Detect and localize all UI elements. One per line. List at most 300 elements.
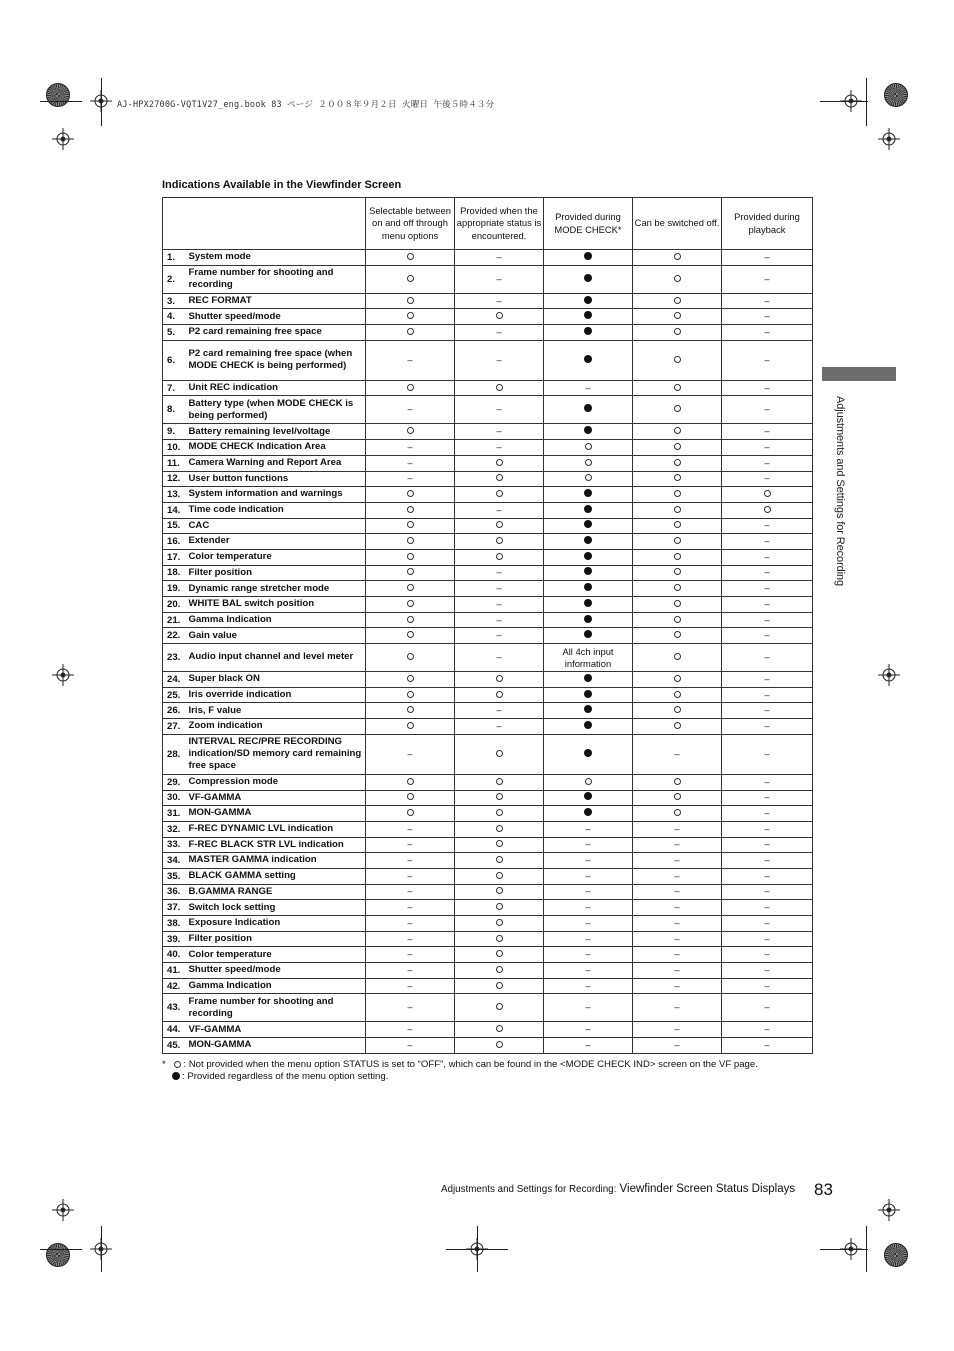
indicator-cell bbox=[544, 502, 633, 518]
row-number: 27. bbox=[163, 719, 189, 735]
table-row bbox=[163, 947, 813, 963]
indicator-cell bbox=[455, 380, 544, 396]
dash-mark: – bbox=[407, 902, 413, 913]
indicator-cell bbox=[722, 963, 813, 979]
indicator-cell bbox=[633, 487, 722, 503]
row-label: Compression mode bbox=[189, 774, 366, 790]
dash-mark: – bbox=[407, 457, 413, 468]
indicator-cell bbox=[366, 790, 455, 806]
indicator-cell bbox=[722, 424, 813, 440]
dash-mark: – bbox=[585, 823, 591, 834]
indicator-cell bbox=[633, 628, 722, 644]
row-label: User button functions bbox=[189, 471, 366, 487]
open-circle-icon bbox=[674, 405, 681, 412]
indicator-cell bbox=[633, 672, 722, 688]
footer-chapter: Adjustments and Settings for Recording: bbox=[441, 1184, 617, 1195]
indicator-cell bbox=[455, 868, 544, 884]
dash-mark: – bbox=[764, 748, 770, 759]
indicator-cell bbox=[722, 380, 813, 396]
filled-circle-icon bbox=[584, 274, 592, 282]
row-number: 15. bbox=[163, 518, 189, 534]
indicator-cell bbox=[544, 703, 633, 719]
open-circle-icon bbox=[407, 584, 414, 591]
crosshair-icon bbox=[52, 664, 74, 686]
open-circle-icon bbox=[674, 653, 681, 660]
table-row bbox=[163, 900, 813, 916]
indicator-note: All 4ch input information bbox=[562, 645, 614, 669]
indicator-cell bbox=[633, 597, 722, 613]
row-number: 8. bbox=[163, 396, 189, 424]
table-row bbox=[163, 790, 813, 806]
indicator-cell bbox=[366, 1038, 455, 1054]
filled-circle-icon bbox=[584, 489, 592, 497]
dash-mark: – bbox=[764, 1024, 770, 1035]
open-circle-icon bbox=[585, 459, 592, 466]
indicator-cell bbox=[633, 1038, 722, 1054]
indicator-cell bbox=[455, 581, 544, 597]
row-label: Color temperature bbox=[189, 947, 366, 963]
indicator-cell bbox=[366, 502, 455, 518]
indicator-cell bbox=[544, 440, 633, 456]
row-number: 7. bbox=[163, 380, 189, 396]
open-circle-icon bbox=[496, 966, 503, 973]
open-circle-icon bbox=[764, 490, 771, 497]
row-label: Battery remaining level/voltage bbox=[189, 424, 366, 440]
open-circle-icon bbox=[407, 600, 414, 607]
indicator-cell bbox=[544, 471, 633, 487]
footnote-open-text: : Not provided when the menu option STATUS is set to “OFF”, which can be found in the <MODE CHECK IND> screen on the VF page. bbox=[183, 1059, 758, 1070]
dash-mark: – bbox=[496, 583, 502, 594]
row-label: Gamma Indication bbox=[189, 978, 366, 994]
indicator-cell bbox=[633, 774, 722, 790]
row-number: 42. bbox=[163, 978, 189, 994]
table-row bbox=[163, 719, 813, 735]
table-row bbox=[163, 487, 813, 503]
dash-mark: – bbox=[496, 630, 502, 641]
row-number: 17. bbox=[163, 549, 189, 565]
indicator-cell bbox=[366, 672, 455, 688]
open-circle-icon bbox=[407, 706, 414, 713]
open-circle-icon bbox=[674, 616, 681, 623]
row-number: 34. bbox=[163, 853, 189, 869]
indicator-cell bbox=[455, 396, 544, 424]
indicator-cell bbox=[722, 487, 813, 503]
indicator-cell bbox=[722, 672, 813, 688]
dash-mark: – bbox=[764, 980, 770, 991]
indicator-cell bbox=[455, 672, 544, 688]
indicator-cell bbox=[366, 565, 455, 581]
indicator-cell bbox=[366, 916, 455, 932]
indicator-cell bbox=[722, 518, 813, 534]
row-number: 20. bbox=[163, 597, 189, 613]
open-circle-icon bbox=[407, 490, 414, 497]
indicator-cell bbox=[722, 1038, 813, 1054]
row-number: 26. bbox=[163, 703, 189, 719]
indicator-cell bbox=[544, 396, 633, 424]
indicator-cell bbox=[544, 1038, 633, 1054]
dash-mark: – bbox=[674, 855, 680, 866]
row-label: Switch lock setting bbox=[189, 900, 366, 916]
open-circle-icon bbox=[407, 275, 414, 282]
indicator-cell bbox=[455, 687, 544, 703]
indicator-cell bbox=[633, 581, 722, 597]
row-label: INTERVAL REC/PRE RECORDING indication/SD memory card remaining free space bbox=[189, 734, 366, 774]
crop-line bbox=[820, 101, 868, 102]
indicator-cell bbox=[455, 790, 544, 806]
dash-mark: – bbox=[764, 870, 770, 881]
filled-circle-icon bbox=[584, 355, 592, 363]
open-circle-icon bbox=[674, 631, 681, 638]
dash-mark: – bbox=[764, 902, 770, 913]
open-circle-icon bbox=[674, 474, 681, 481]
dash-mark: – bbox=[764, 630, 770, 641]
indicator-cell bbox=[544, 837, 633, 853]
table-row bbox=[163, 1022, 813, 1038]
filled-circle-icon bbox=[172, 1072, 180, 1080]
dash-mark: – bbox=[764, 839, 770, 850]
dash-mark: – bbox=[407, 870, 413, 881]
filled-circle-icon bbox=[584, 705, 592, 713]
indicator-cell bbox=[633, 455, 722, 471]
table-body bbox=[163, 250, 813, 1054]
print-header: AJ-HPX2700G-VQT1V27_eng.book 83 ページ ２００８年９月２日 火曜日 午後５時４３分 bbox=[117, 100, 495, 110]
indicator-cell bbox=[633, 790, 722, 806]
dash-mark: – bbox=[407, 404, 413, 415]
open-circle-icon bbox=[674, 384, 681, 391]
filled-circle-icon bbox=[584, 567, 592, 575]
indicator-cell bbox=[544, 884, 633, 900]
open-circle-icon bbox=[407, 616, 414, 623]
table-row bbox=[163, 994, 813, 1022]
dash-mark: – bbox=[585, 933, 591, 944]
indicator-cell bbox=[455, 628, 544, 644]
indicator-cell bbox=[633, 518, 722, 534]
crop-line bbox=[101, 78, 102, 126]
crop-line bbox=[40, 1249, 82, 1250]
indicator-cell bbox=[544, 994, 633, 1022]
open-circle-icon bbox=[174, 1061, 181, 1068]
row-label: P2 card remaining free space (when MODE CHECK is being performed) bbox=[189, 340, 366, 380]
dash-mark: – bbox=[674, 839, 680, 850]
indicator-cell bbox=[722, 325, 813, 341]
table-row bbox=[163, 424, 813, 440]
open-circle-icon bbox=[674, 328, 681, 335]
dash-mark: – bbox=[764, 382, 770, 393]
registration-dial-icon bbox=[46, 1243, 70, 1267]
open-circle-icon bbox=[496, 384, 503, 391]
dash-mark: – bbox=[407, 1002, 413, 1013]
indicator-cell bbox=[633, 293, 722, 309]
indicator-cell bbox=[722, 806, 813, 822]
indicator-cell bbox=[722, 790, 813, 806]
table-row bbox=[163, 868, 813, 884]
indicator-cell bbox=[633, 309, 722, 325]
indicator-cell bbox=[633, 703, 722, 719]
indicator-cell bbox=[633, 565, 722, 581]
table-row bbox=[163, 471, 813, 487]
indicator-cell bbox=[366, 424, 455, 440]
table-row bbox=[163, 774, 813, 790]
row-number: 6. bbox=[163, 340, 189, 380]
open-circle-icon bbox=[407, 297, 414, 304]
indicator-cell bbox=[633, 868, 722, 884]
table-row bbox=[163, 672, 813, 688]
indicator-cell bbox=[366, 265, 455, 293]
open-circle-icon bbox=[674, 443, 681, 450]
dash-mark: – bbox=[496, 614, 502, 625]
row-number: 40. bbox=[163, 947, 189, 963]
indicator-cell bbox=[366, 774, 455, 790]
table-row bbox=[163, 687, 813, 703]
open-circle-icon bbox=[407, 506, 414, 513]
row-number: 4. bbox=[163, 309, 189, 325]
indicator-cell bbox=[455, 837, 544, 853]
crosshair-icon bbox=[878, 1199, 900, 1221]
indicator-cell bbox=[366, 396, 455, 424]
table-row bbox=[163, 806, 813, 822]
dash-mark: – bbox=[674, 1039, 680, 1050]
registration-dial-icon bbox=[884, 1243, 908, 1267]
chapter-tab bbox=[822, 367, 896, 381]
dash-mark: – bbox=[496, 720, 502, 731]
row-label: REC FORMAT bbox=[189, 293, 366, 309]
indicator-cell bbox=[633, 931, 722, 947]
row-label: BLACK GAMMA setting bbox=[189, 868, 366, 884]
row-number: 31. bbox=[163, 806, 189, 822]
table-row bbox=[163, 916, 813, 932]
open-circle-icon bbox=[407, 312, 414, 319]
dash-mark: – bbox=[764, 567, 770, 578]
dash-mark: – bbox=[764, 792, 770, 803]
open-circle-icon bbox=[496, 1041, 503, 1048]
indicator-cell bbox=[722, 293, 813, 309]
row-label: Filter position bbox=[189, 565, 366, 581]
footer-topic: Viewfinder Screen Status Displays bbox=[616, 1183, 796, 1195]
indicator-cell bbox=[544, 719, 633, 735]
row-number: 41. bbox=[163, 963, 189, 979]
filled-circle-icon bbox=[584, 721, 592, 729]
dash-mark: – bbox=[764, 673, 770, 684]
row-label: MASTER GAMMA indication bbox=[189, 853, 366, 869]
indicator-cell bbox=[722, 900, 813, 916]
filled-circle-icon bbox=[584, 404, 592, 412]
column-header: Selectable between on and off through menu options bbox=[366, 198, 455, 250]
dash-mark: – bbox=[764, 776, 770, 787]
open-circle-icon bbox=[674, 297, 681, 304]
indicator-cell bbox=[544, 931, 633, 947]
dash-mark: – bbox=[407, 839, 413, 850]
open-circle-icon bbox=[496, 903, 503, 910]
table-row bbox=[163, 837, 813, 853]
open-circle-icon bbox=[674, 537, 681, 544]
dash-mark: – bbox=[585, 1002, 591, 1013]
indicator-cell bbox=[366, 325, 455, 341]
indicator-cell bbox=[455, 549, 544, 565]
indications-table bbox=[162, 197, 813, 1054]
indicator-cell bbox=[455, 424, 544, 440]
indicator-cell bbox=[722, 644, 813, 672]
row-label: Gamma Indication bbox=[189, 612, 366, 628]
indicator-cell bbox=[633, 806, 722, 822]
indicator-cell bbox=[455, 502, 544, 518]
indicator-cell bbox=[366, 806, 455, 822]
footnote-filled-text: : Provided regardless of the menu option setting. bbox=[182, 1071, 389, 1082]
dash-mark: – bbox=[764, 720, 770, 731]
open-circle-icon bbox=[496, 1025, 503, 1032]
row-number: 30. bbox=[163, 790, 189, 806]
indicator-cell bbox=[544, 734, 633, 774]
indicator-cell bbox=[366, 440, 455, 456]
row-label: System information and warnings bbox=[189, 487, 366, 503]
row-label: Exposure Indication bbox=[189, 916, 366, 932]
indicator-cell bbox=[366, 597, 455, 613]
dash-mark: – bbox=[407, 933, 413, 944]
indicator-cell bbox=[633, 978, 722, 994]
indicator-cell bbox=[366, 581, 455, 597]
indicator-cell bbox=[544, 790, 633, 806]
indicator-cell bbox=[544, 900, 633, 916]
indicator-cell bbox=[544, 518, 633, 534]
dash-mark: – bbox=[674, 980, 680, 991]
open-circle-icon bbox=[496, 793, 503, 800]
open-circle-icon bbox=[496, 553, 503, 560]
indicator-cell bbox=[366, 931, 455, 947]
indicator-cell bbox=[633, 250, 722, 266]
indicator-cell bbox=[366, 628, 455, 644]
crop-line bbox=[101, 1226, 102, 1272]
dash-mark: – bbox=[764, 933, 770, 944]
dash-mark: – bbox=[764, 614, 770, 625]
dash-mark: – bbox=[407, 1024, 413, 1035]
indicator-cell bbox=[544, 565, 633, 581]
indicator-cell bbox=[544, 947, 633, 963]
row-number: 44. bbox=[163, 1022, 189, 1038]
open-circle-icon bbox=[496, 982, 503, 989]
crosshair-icon bbox=[878, 128, 900, 150]
indicator-cell bbox=[455, 597, 544, 613]
indicator-cell bbox=[366, 734, 455, 774]
indicator-cell bbox=[455, 821, 544, 837]
open-circle-icon bbox=[407, 778, 414, 785]
row-label: System mode bbox=[189, 250, 366, 266]
dash-mark: – bbox=[496, 251, 502, 262]
dash-mark: – bbox=[407, 823, 413, 834]
dash-mark: – bbox=[496, 504, 502, 515]
indicator-cell bbox=[722, 719, 813, 735]
row-label: Shutter speed/mode bbox=[189, 963, 366, 979]
row-label: VF-GAMMA bbox=[189, 1022, 366, 1038]
row-number: 18. bbox=[163, 565, 189, 581]
dash-mark: – bbox=[585, 870, 591, 881]
row-number: 43. bbox=[163, 994, 189, 1022]
indicator-cell bbox=[366, 1022, 455, 1038]
indicator-cell bbox=[544, 325, 633, 341]
open-circle-icon bbox=[496, 919, 503, 926]
indicator-cell bbox=[455, 884, 544, 900]
indicator-cell bbox=[722, 597, 813, 613]
indicator-cell bbox=[366, 884, 455, 900]
indicator-cell bbox=[722, 440, 813, 456]
dash-mark: – bbox=[407, 1039, 413, 1050]
indicator-cell bbox=[722, 502, 813, 518]
indicator-cell bbox=[366, 644, 455, 672]
row-number: 35. bbox=[163, 868, 189, 884]
row-number: 1. bbox=[163, 250, 189, 266]
open-circle-icon bbox=[674, 506, 681, 513]
open-circle-icon bbox=[496, 778, 503, 785]
indicator-cell bbox=[455, 309, 544, 325]
filled-circle-icon bbox=[584, 674, 592, 682]
indicator-cell bbox=[366, 380, 455, 396]
row-label: Time code indication bbox=[189, 502, 366, 518]
indicator-cell bbox=[722, 837, 813, 853]
open-circle-icon bbox=[674, 675, 681, 682]
indicator-cell bbox=[544, 340, 633, 380]
dash-mark: – bbox=[407, 980, 413, 991]
crop-line bbox=[40, 101, 82, 102]
row-number: 5. bbox=[163, 325, 189, 341]
indicator-cell bbox=[544, 628, 633, 644]
table-row bbox=[163, 734, 813, 774]
footnote-filled bbox=[172, 1071, 388, 1083]
open-circle-icon bbox=[496, 537, 503, 544]
dash-mark: – bbox=[496, 441, 502, 452]
indicator-cell bbox=[455, 994, 544, 1022]
open-circle-icon bbox=[674, 809, 681, 816]
open-circle-icon bbox=[496, 312, 503, 319]
indicator-cell bbox=[366, 994, 455, 1022]
open-circle-icon bbox=[764, 506, 771, 513]
open-circle-icon bbox=[407, 691, 414, 698]
indicator-cell bbox=[633, 534, 722, 550]
table-row bbox=[163, 396, 813, 424]
indicator-cell bbox=[455, 250, 544, 266]
indicator-cell bbox=[455, 471, 544, 487]
crop-line bbox=[820, 1249, 868, 1250]
indicator-cell bbox=[722, 774, 813, 790]
open-circle-icon bbox=[674, 459, 681, 466]
indicator-cell bbox=[544, 687, 633, 703]
open-circle-icon bbox=[674, 706, 681, 713]
row-number: 2. bbox=[163, 265, 189, 293]
indicator-cell bbox=[455, 916, 544, 932]
indicator-cell bbox=[633, 502, 722, 518]
table-row bbox=[163, 518, 813, 534]
indicator-cell bbox=[633, 325, 722, 341]
open-circle-icon bbox=[496, 675, 503, 682]
open-circle-icon bbox=[407, 537, 414, 544]
dash-mark: – bbox=[496, 598, 502, 609]
dash-mark: – bbox=[764, 536, 770, 547]
indicator-cell bbox=[455, 534, 544, 550]
indicator-cell bbox=[722, 916, 813, 932]
row-label: F-REC DYNAMIC LVL indication bbox=[189, 821, 366, 837]
dash-mark: – bbox=[764, 808, 770, 819]
open-circle-icon bbox=[496, 490, 503, 497]
indicator-cell bbox=[633, 947, 722, 963]
table-row bbox=[163, 612, 813, 628]
table-row bbox=[163, 325, 813, 341]
row-label: F-REC BLACK STR LVL indication bbox=[189, 837, 366, 853]
indicator-cell bbox=[633, 396, 722, 424]
row-label: WHITE BAL switch position bbox=[189, 597, 366, 613]
indicator-cell bbox=[455, 612, 544, 628]
row-number: 12. bbox=[163, 471, 189, 487]
row-label: Zoom indication bbox=[189, 719, 366, 735]
indicator-cell bbox=[366, 837, 455, 853]
dash-mark: – bbox=[585, 839, 591, 850]
dash-mark: – bbox=[585, 949, 591, 960]
